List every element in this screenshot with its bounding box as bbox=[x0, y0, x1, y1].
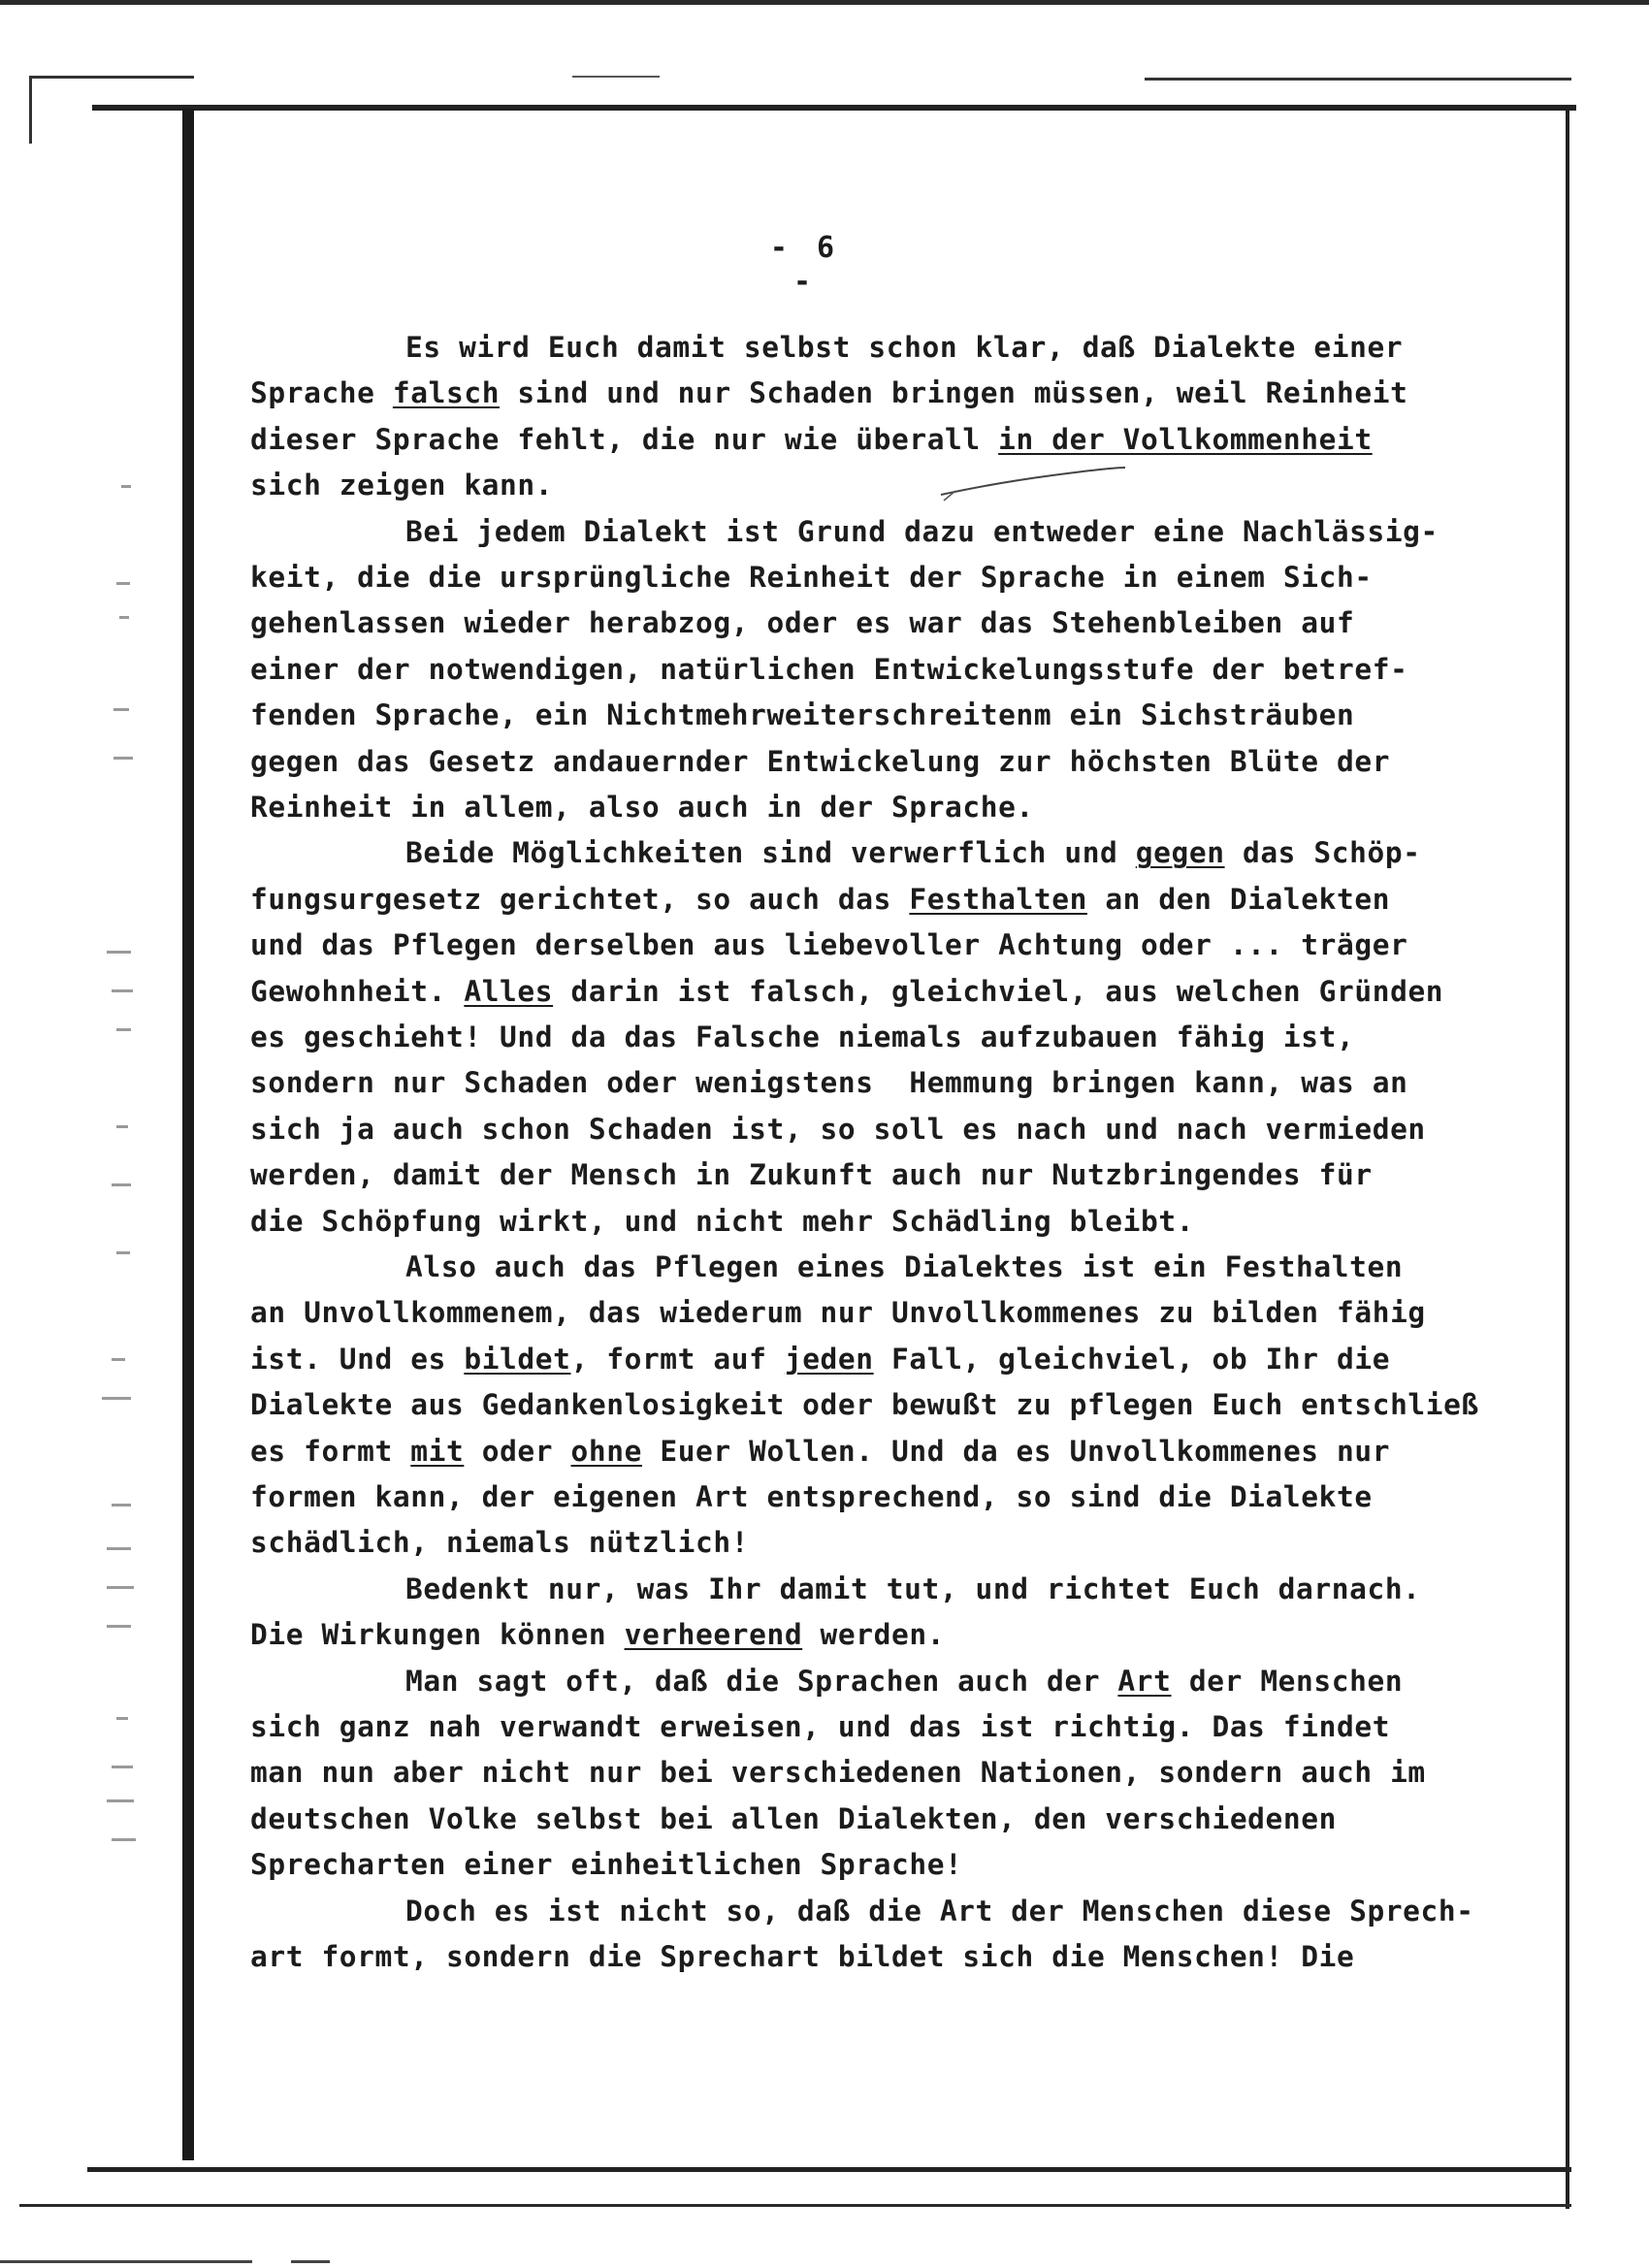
scan-bottom-mark bbox=[0, 2260, 252, 2263]
text-segment: ist. Und es bbox=[250, 1342, 465, 1376]
text-segment: Sprecharten einer einheitlichen Sprache! bbox=[250, 1848, 963, 1882]
text-line bbox=[250, 1937, 1354, 1976]
text-line bbox=[405, 328, 1403, 367]
scan-frame-corner-tick bbox=[29, 76, 32, 144]
text-segment: Fall, gleichviel, ob Ihr die bbox=[873, 1342, 1391, 1376]
text-line bbox=[405, 1570, 1421, 1608]
text-segment: art formt, sondern die Sprechart bildet sich die Menschen! Die bbox=[250, 1940, 1355, 1973]
text-segment: sondern nur Schaden oder wenigstens Hemmung bringen kann, was an bbox=[250, 1066, 1408, 1100]
text-segment: Dialekte aus Gedankenlosigkeit oder bewußt zu pflegen Euch entschließ bbox=[250, 1388, 1479, 1422]
page-right-border bbox=[1566, 109, 1569, 2209]
text-segment: dieser Sprache fehlt, die nur wie überall bbox=[250, 422, 999, 456]
text-segment: , formt auf bbox=[570, 1342, 785, 1376]
text-line bbox=[250, 1018, 1354, 1056]
underlined-text: verheerend bbox=[624, 1618, 803, 1652]
underlined-text: in der Vollkommenheit bbox=[998, 422, 1373, 456]
text-line bbox=[250, 925, 1407, 964]
text-segment: das Schöp- bbox=[1224, 836, 1421, 870]
underlined-text: bildet bbox=[464, 1342, 571, 1376]
text-segment: Reinheit in allem, also auch in der Sprache. bbox=[250, 791, 1034, 824]
text-segment: es formt bbox=[250, 1434, 411, 1468]
underlined-text: falsch bbox=[392, 376, 501, 410]
text-segment: sich zeigen kann. bbox=[250, 469, 554, 502]
text-segment: an den Dialekten bbox=[1086, 882, 1391, 916]
text-segment: deutschen Volke selbst bei allen Dialekten, den verschiedenen bbox=[250, 1801, 1337, 1835]
pen-stroke-mark bbox=[936, 464, 1130, 502]
text-line bbox=[250, 880, 1390, 919]
text-line bbox=[250, 1432, 1390, 1471]
text-segment: einer der notwendigen, natürlichen Entwickelungsstufe der betref- bbox=[250, 652, 1408, 686]
text-segment: darin ist falsch, gleichviel, aus welchen Gründen bbox=[553, 974, 1444, 1008]
text-line bbox=[250, 1753, 1426, 1792]
text-line bbox=[250, 1155, 1373, 1194]
scan-bottom-mark-small bbox=[291, 2260, 330, 2263]
text-segment: Also auch das Pflegen eines Dialektes ist ein Festhalten bbox=[405, 1250, 1404, 1283]
page-bottom-border bbox=[87, 2167, 1571, 2172]
text-segment: gegen das Gesetz andauernder Entwickelung zur höchsten Blüte der bbox=[250, 744, 1391, 778]
text-segment: an Unvollkommenem, das wiederum nur Unvollkommenes zu bilden fähig bbox=[250, 1296, 1426, 1330]
text-line bbox=[250, 1063, 1407, 1102]
scan-frame-mark-right bbox=[1145, 78, 1571, 81]
text-line bbox=[250, 1615, 945, 1654]
text-line bbox=[250, 558, 1373, 597]
text-segment: und das Pflegen derselben aus liebevoller Achtung oder ... träger bbox=[250, 928, 1408, 962]
text-line bbox=[250, 696, 1354, 734]
text-segment: Bei jedem Dialekt ist Grund dazu entweder eine Nachlässig- bbox=[405, 514, 1439, 548]
text-line bbox=[405, 833, 1421, 872]
text-segment: keit, die die ursprüngliche Reinheit der Sprache in einem Sich- bbox=[250, 561, 1373, 594]
page-left-border bbox=[182, 109, 194, 2160]
text-segment: schädlich, niemals nützlich! bbox=[250, 1526, 750, 1560]
text-line bbox=[250, 742, 1390, 781]
text-line bbox=[250, 1845, 962, 1884]
margin-bleed-marks bbox=[92, 466, 160, 1872]
text-segment: werden, damit der Mensch in Zukunft auch nur Nutzbringendes für bbox=[250, 1158, 1373, 1192]
text-line bbox=[405, 1892, 1474, 1930]
text-segment: es geschieht! Und da das Falsche niemals aufzubauen fähig ist, bbox=[250, 1021, 1355, 1053]
text-line bbox=[250, 1110, 1426, 1149]
underlined-text: mit bbox=[410, 1434, 465, 1468]
text-segment: fenden Sprache, ein Nichtmehrweiterschreitenm ein Sichsträuben bbox=[250, 698, 1355, 732]
underlined-text: Festhalten bbox=[909, 882, 1087, 916]
text-line bbox=[250, 373, 1407, 412]
text-segment: gehenlassen wieder herabzog, oder es war das Stehenbleiben auf bbox=[250, 606, 1355, 640]
text-line bbox=[250, 650, 1407, 689]
text-line bbox=[250, 1340, 1390, 1378]
text-line bbox=[250, 1202, 1194, 1241]
text-segment: Beide Möglichkeiten sind verwerflich und bbox=[405, 836, 1136, 870]
page-bottom-edge bbox=[19, 2204, 1571, 2207]
text-segment: oder bbox=[464, 1434, 571, 1468]
underlined-text: ohne bbox=[570, 1434, 642, 1468]
text-segment: sind und nur Schaden bringen müssen, weil Reinheit bbox=[500, 376, 1408, 410]
text-line bbox=[250, 972, 1443, 1011]
scan-frame-corner bbox=[29, 76, 194, 79]
scan-frame-mark bbox=[572, 76, 660, 78]
text-line bbox=[250, 603, 1354, 642]
text-segment: Gewohnheit. bbox=[250, 974, 465, 1008]
text-line bbox=[250, 1523, 749, 1562]
text-segment: sich ganz nah verwandt erweisen, und das ist richtig. Das findet bbox=[250, 1710, 1391, 1743]
underlined-text: Alles bbox=[464, 974, 554, 1008]
text-segment: der Menschen bbox=[1171, 1664, 1404, 1698]
text-segment: Man sagt oft, daß die Sprachen auch der bbox=[405, 1664, 1118, 1698]
text-segment: werden. bbox=[802, 1618, 946, 1652]
text-line bbox=[405, 1247, 1403, 1286]
text-line bbox=[250, 1707, 1390, 1746]
underlined-text: gegen bbox=[1135, 836, 1225, 870]
text-line bbox=[250, 466, 553, 504]
scan-frame-top bbox=[0, 0, 1649, 5]
text-segment: Euer Wollen. Und da es Unvollkommenes nur bbox=[641, 1434, 1391, 1468]
text-segment: formen kann, der eigenen Art entsprechend, so sind die Dialekte bbox=[250, 1480, 1373, 1513]
text-segment: sich ja auch schon Schaden ist, so soll es nach und nach vermieden bbox=[250, 1112, 1426, 1146]
text-line bbox=[250, 420, 1373, 459]
text-segment: Doch es ist nicht so, daß die Art der Menschen diese Sprech- bbox=[405, 1894, 1474, 1928]
text-line bbox=[250, 1477, 1373, 1516]
text-segment: Bedenkt nur, was Ihr damit tut, und richtet Euch darnach. bbox=[405, 1571, 1421, 1605]
text-segment: die Schöpfung wirkt, und nicht mehr Schädling bleibt. bbox=[250, 1204, 1195, 1238]
text-line bbox=[405, 1662, 1403, 1701]
page-number: - 6 - bbox=[769, 231, 841, 299]
text-segment: Die Wirkungen können bbox=[250, 1618, 625, 1652]
text-line bbox=[250, 788, 1034, 826]
text-line bbox=[250, 1385, 1479, 1424]
text-line bbox=[405, 512, 1439, 551]
text-segment: man nun aber nicht nur bei verschiedenen Nationen, sondern auch im bbox=[250, 1756, 1426, 1790]
text-segment: Sprache bbox=[250, 376, 393, 410]
text-line bbox=[250, 1799, 1337, 1838]
text-line bbox=[250, 1293, 1426, 1332]
text-segment: Es wird Euch damit selbst schon klar, daß Dialekte einer bbox=[405, 331, 1404, 364]
text-segment: fungsurgesetz gerichtet, so auch das bbox=[250, 882, 910, 916]
page-top-border bbox=[92, 105, 1576, 111]
underlined-text: Art bbox=[1117, 1664, 1172, 1698]
underlined-text: jeden bbox=[784, 1342, 874, 1376]
